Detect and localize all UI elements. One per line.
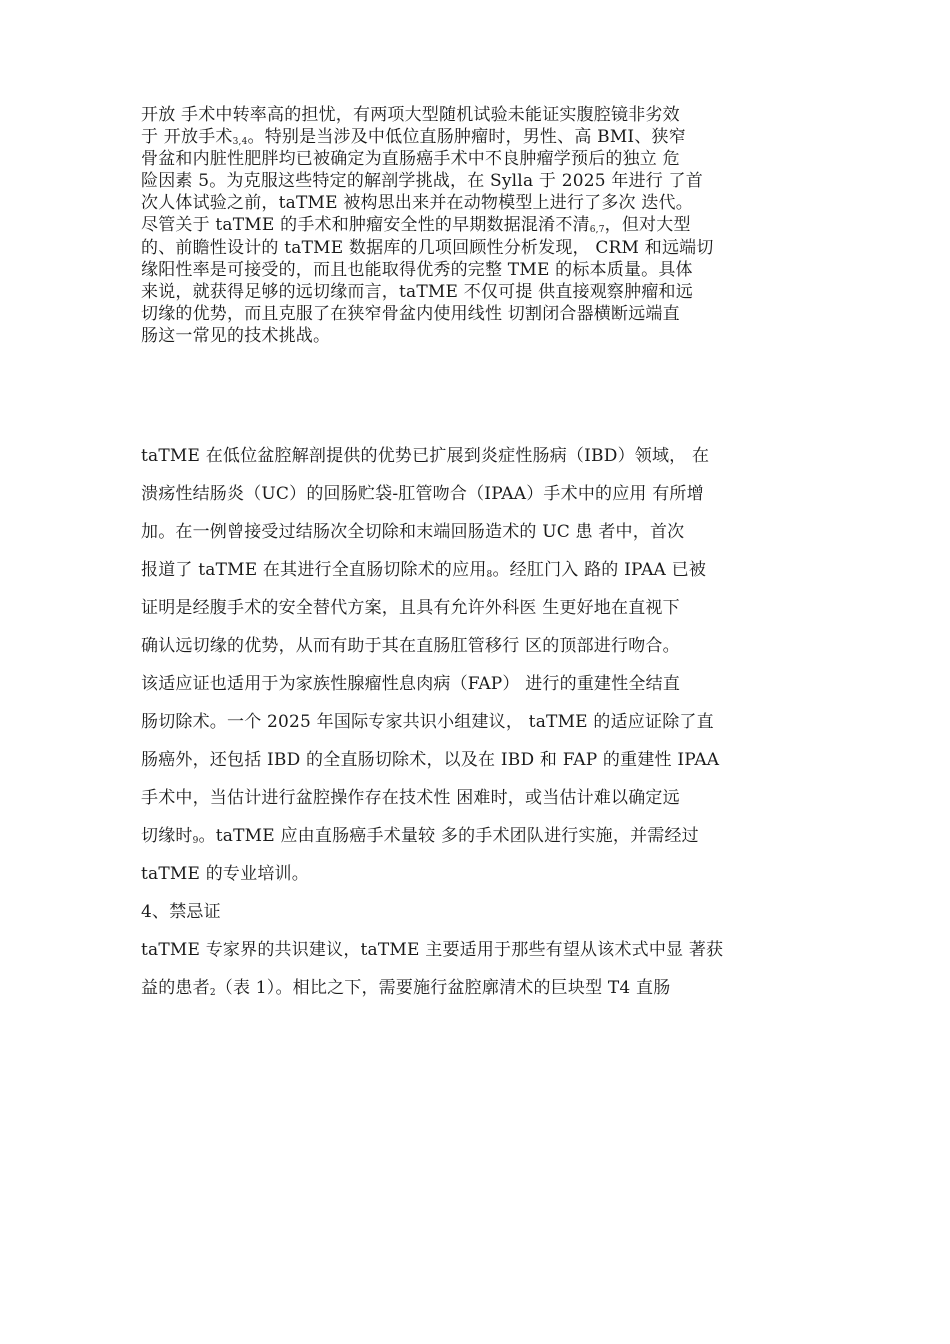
text-line: 尽管关于 taTME 的手术和肿瘤安全性的早期数据混淆不清$_{6,7}$，但对大型 bbox=[141, 215, 691, 236]
citation-ref: 8 bbox=[486, 570, 493, 580]
text-line: 开放 手术中转率高的担忧，有两项大型随机试验未能证实腹腔镜非劣效 bbox=[141, 105, 680, 125]
citation-ref: 2 bbox=[209, 988, 216, 998]
text-line: 切缘时$_9$。taTME 应由直肠癌手术量较 多的手术团队进行实施，并需经过 bbox=[141, 826, 699, 846]
paragraph-1 bbox=[141, 104, 821, 347]
text-line: 肠切除术。一个 2025 年国际专家共识小组建议， taTME 的适应证除了直 bbox=[141, 712, 714, 732]
citation-ref: 9 bbox=[192, 836, 199, 846]
text-line: 的、前瞻性设计的 taTME 数据库的几项回顾性分析发现， CRM 和远端切 bbox=[141, 237, 714, 258]
text-line: 报道了 taTME 在其进行全直肠切除术的应用$_8$。经肛门入 路的 IPAA 已被 bbox=[141, 560, 707, 580]
text-line: 骨盆和内脏性肥胖均已被确定为直肠癌手术中不良肿瘤学预后的独立 危 bbox=[141, 149, 680, 170]
citation-ref: 3,4 bbox=[232, 137, 248, 148]
citation-ref: 6,7 bbox=[589, 225, 605, 236]
text-line: 加。在一例曾接受过结肠次全切除和末端回肠造术的 UC 患 者中，首次 bbox=[141, 522, 685, 542]
text-line: 该适应证也适用于为家族性腺瘤性息肉病（FAP） 进行的重建性全结直 bbox=[141, 674, 681, 694]
text-line: 切缘的优势，而且克服了在狭窄骨盆内使用线性 切割闭合器横断远端直 bbox=[141, 303, 680, 324]
text-line: 次人体试验之前，taTME 被构思出来并在动物模型上进行了多次 迭代。 bbox=[141, 193, 693, 214]
text-line: taTME 在低位盆腔解剖提供的优势已扩展到炎症性肠病（IBD）领域， 在 bbox=[141, 446, 710, 466]
text-line: 益的患者$_2$（表 1）。相比之下，需要施行盆腔廓清术的巨块型 T4 直肠 bbox=[141, 978, 671, 998]
text-line: 证明是经腹手术的安全替代方案，且具有允许外科医 生更好地在直视下 bbox=[141, 598, 680, 618]
section-heading-contraindications: 4、禁忌证 bbox=[141, 902, 221, 922]
text-line: 肠这一常见的技术挑战。 bbox=[141, 325, 331, 346]
text-line: 来说，就获得足够的远切缘而言，taTME 不仅可提 供直接观察肿瘤和远 bbox=[141, 281, 693, 302]
text-line: 险因素 5。为克服这些特定的解剖学挑战，在 Sylla 于 2025 年进行 了首 bbox=[141, 171, 703, 192]
paragraph-2 bbox=[141, 437, 821, 1007]
text-line: 溃疡性结肠炎（UC）的回肠贮袋-肛管吻合（IPAA）手术中的应用 有所增 bbox=[141, 484, 704, 504]
text-line: 于 开放手术$_{3,4}$。特别是当涉及中低位直肠肿瘤时，男性、高 BMI、狭窄 bbox=[141, 127, 686, 148]
text-line: 肠癌外，还包括 IBD 的全直肠切除术，以及在 IBD 和 FAP 的重建性 IPAA bbox=[141, 750, 720, 770]
text-line: 缘阳性率是可接受的，而且也能取得优秀的完整 TME 的标本质量。具体 bbox=[141, 259, 693, 280]
text-line: 确认远切缘的优势，从而有助于其在直肠肛管移行 区的顶部进行吻合。 bbox=[141, 636, 680, 656]
text-line: taTME 的专业培训。 bbox=[141, 864, 309, 884]
text-line: 手术中，当估计进行盆腔操作存在技术性 困难时，或当估计难以确定远 bbox=[141, 788, 680, 808]
text-line: taTME 专家界的共识建议，taTME 主要适用于那些有望从该术式中显 著获 bbox=[141, 940, 724, 960]
